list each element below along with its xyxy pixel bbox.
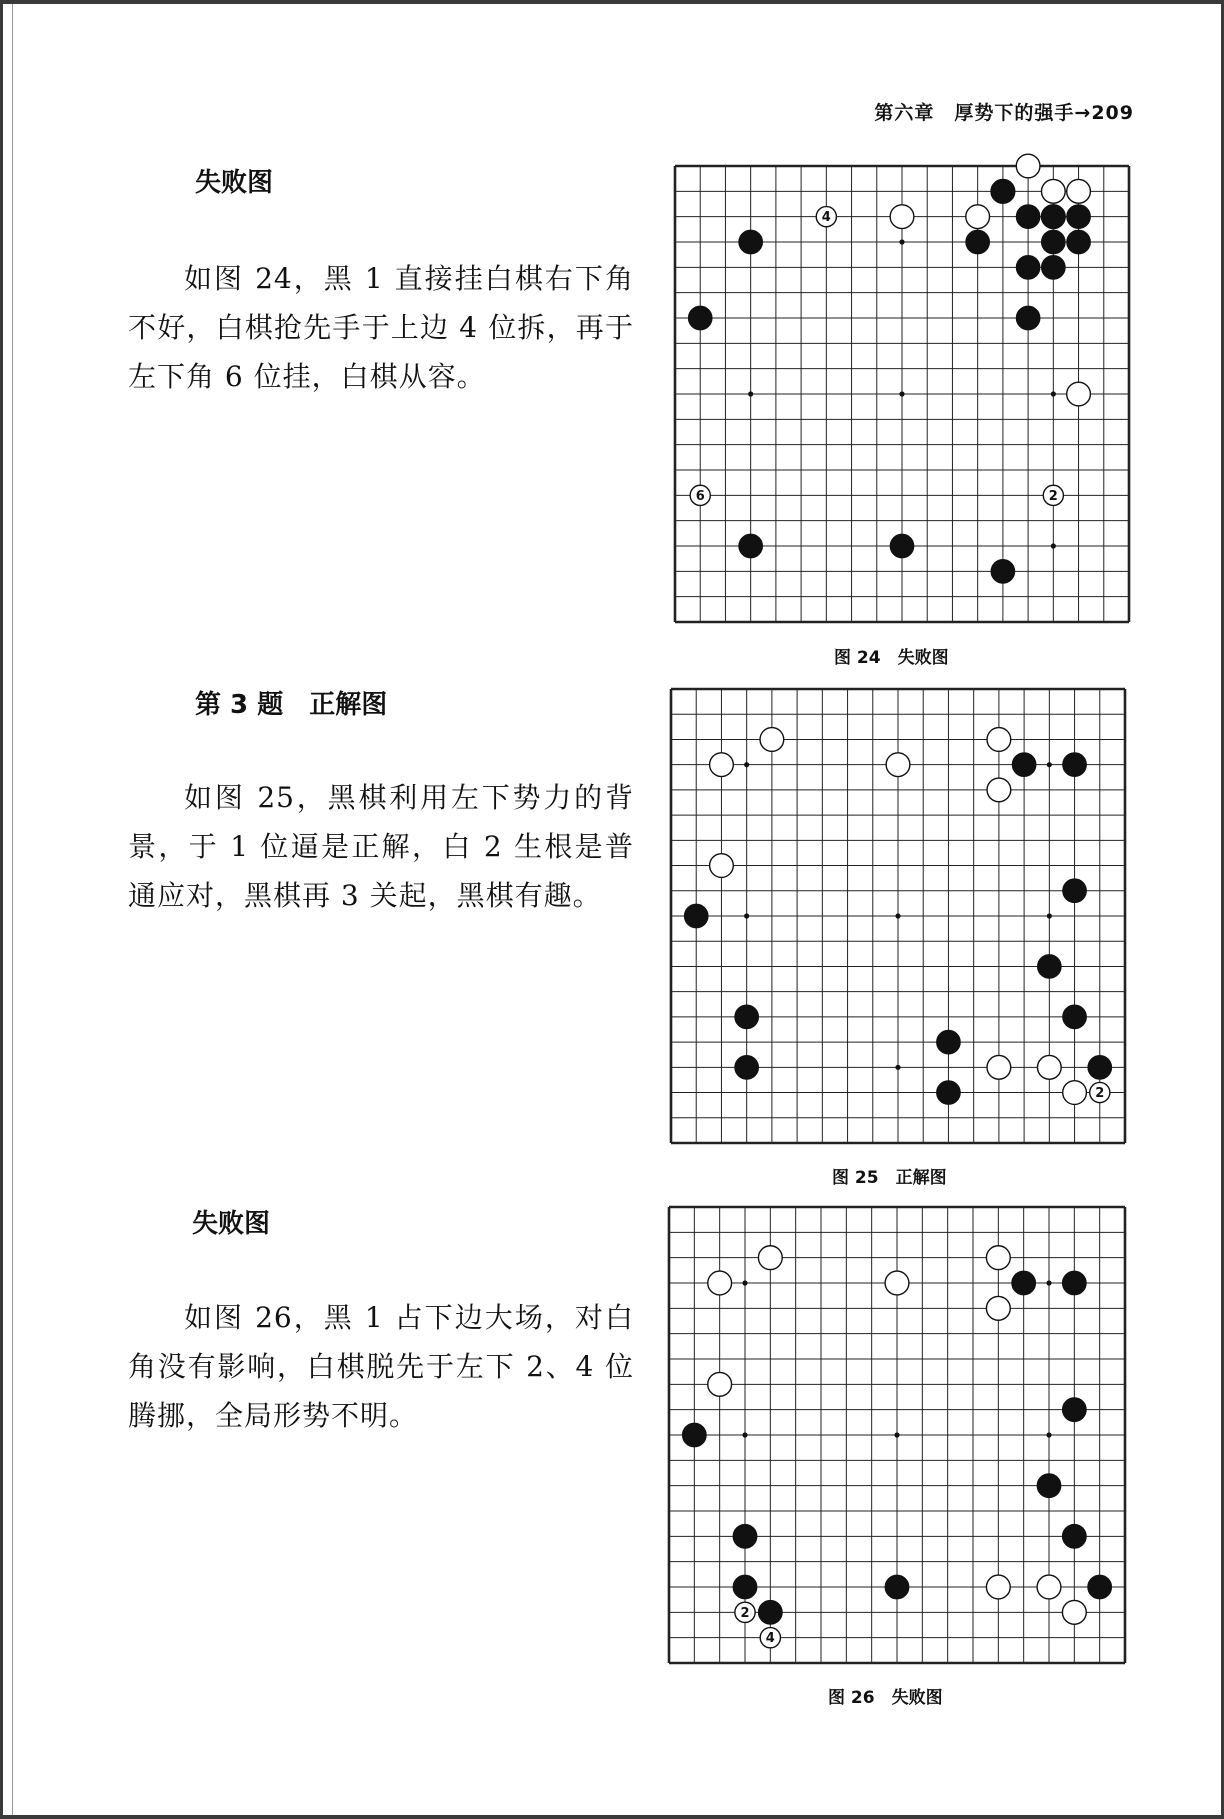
black-stone [1041, 205, 1065, 229]
black-stone [735, 1005, 759, 1029]
white-stone [710, 854, 734, 878]
white-stone [1016, 154, 1040, 178]
star-point [1047, 762, 1052, 767]
go-board-figure-25 [668, 686, 1128, 1146]
star-point [742, 1280, 747, 1285]
black-stone [733, 1575, 757, 1599]
black-stone [1062, 1398, 1086, 1422]
black-stone [1063, 1005, 1087, 1029]
star-point [1046, 1280, 1051, 1285]
white-stone [986, 1246, 1010, 1270]
black-stone [1062, 1524, 1086, 1548]
section-paragraph-3: 如图 26，黑 1 占下边大场，对白角没有影响，白棋脱先于左下 2、4 位腾挪，全局形势不明。 [128, 1301, 634, 1432]
black-stone [1037, 1474, 1061, 1498]
stone-move-number: 2 [1048, 488, 1058, 504]
section-paragraph-2: 如图 25，黑棋利用左下势力的背景，于 1 位逼是正解，白 2 生根是普通应对，黑棋再 3 关起，黑棋有趣。 [128, 781, 634, 912]
star-point [895, 913, 900, 918]
black-stone [1063, 753, 1087, 777]
black-stone [1041, 230, 1065, 254]
white-stone [1067, 179, 1091, 203]
white-stone [708, 1271, 732, 1295]
star-point [748, 391, 753, 396]
black-stone [1041, 255, 1065, 279]
section-heading-1: 失败图 [195, 168, 274, 198]
star-point [1046, 1432, 1051, 1437]
figure-caption-26: 图 26 失败图 [828, 1688, 943, 1708]
black-stone [966, 230, 990, 254]
white-stone [1063, 1081, 1087, 1105]
black-stone [937, 1081, 961, 1105]
white-stone [986, 1296, 1010, 1320]
white-stone [966, 205, 990, 229]
black-stone [991, 559, 1015, 583]
black-stone [1088, 1055, 1112, 1079]
black-stone [733, 1524, 757, 1548]
section-heading-2: 第 3 题 正解图 [195, 690, 388, 720]
black-stone [1088, 1575, 1112, 1599]
white-stone [710, 753, 734, 777]
figure-caption-25: 图 25 正解图 [832, 1168, 947, 1188]
stone-move-number: 4 [821, 210, 831, 226]
white-stone [1037, 1055, 1061, 1079]
black-stone [682, 1423, 706, 1447]
black-stone [885, 1575, 909, 1599]
stone-move-number: 2 [740, 1605, 750, 1621]
black-stone [1012, 753, 1036, 777]
black-stone [1016, 306, 1040, 330]
black-stone [1012, 1271, 1036, 1295]
black-stone [739, 534, 763, 558]
black-stone [937, 1030, 961, 1054]
black-stone [991, 179, 1015, 203]
white-stone [885, 1271, 909, 1295]
stone-move-number: 6 [695, 488, 705, 504]
running-header: 第六章 厚势下的强手→209 [874, 102, 1134, 124]
star-point [744, 762, 749, 767]
black-stone [1016, 255, 1040, 279]
black-stone [1062, 1271, 1086, 1295]
white-stone [760, 728, 784, 752]
stone-move-number: 4 [765, 1631, 775, 1647]
white-stone [886, 753, 910, 777]
black-stone [735, 1055, 759, 1079]
black-stone [739, 230, 763, 254]
white-stone [987, 728, 1011, 752]
black-stone [1067, 230, 1091, 254]
page-gutter-line [12, 4, 13, 1815]
white-stone [758, 1246, 782, 1270]
star-point [894, 1432, 899, 1437]
black-stone [1016, 205, 1040, 229]
white-stone [1067, 382, 1091, 406]
star-point [1047, 913, 1052, 918]
black-stone [890, 534, 914, 558]
white-stone [1041, 179, 1065, 203]
section-heading-3: 失败图 [192, 1209, 271, 1239]
black-stone [758, 1600, 782, 1624]
go-board-figure-26 [666, 1204, 1128, 1666]
black-stone [684, 904, 708, 928]
white-stone [986, 1575, 1010, 1599]
white-stone [708, 1372, 732, 1396]
go-board-figure-24 [672, 163, 1132, 625]
black-stone [1063, 879, 1087, 903]
black-stone [1067, 205, 1091, 229]
star-point [744, 913, 749, 918]
section-paragraph-1: 如图 24，黑 1 直接挂白棋右下角不好，白棋抢先手于上边 4 位拆，再于左下角 6 位挂，白棋从容。 [128, 262, 634, 393]
star-point [899, 391, 904, 396]
black-stone [1037, 955, 1061, 979]
black-stone [688, 306, 712, 330]
star-point [1051, 391, 1056, 396]
star-point [742, 1432, 747, 1437]
white-stone [1037, 1575, 1061, 1599]
star-point [1051, 543, 1056, 548]
stone-move-number: 2 [1095, 1086, 1105, 1102]
figure-caption-24: 图 24 失败图 [834, 648, 949, 668]
white-stone [987, 1055, 1011, 1079]
white-stone [1062, 1600, 1086, 1624]
white-stone [987, 778, 1011, 802]
white-stone [890, 205, 914, 229]
star-point [899, 239, 904, 244]
star-point [895, 1065, 900, 1070]
